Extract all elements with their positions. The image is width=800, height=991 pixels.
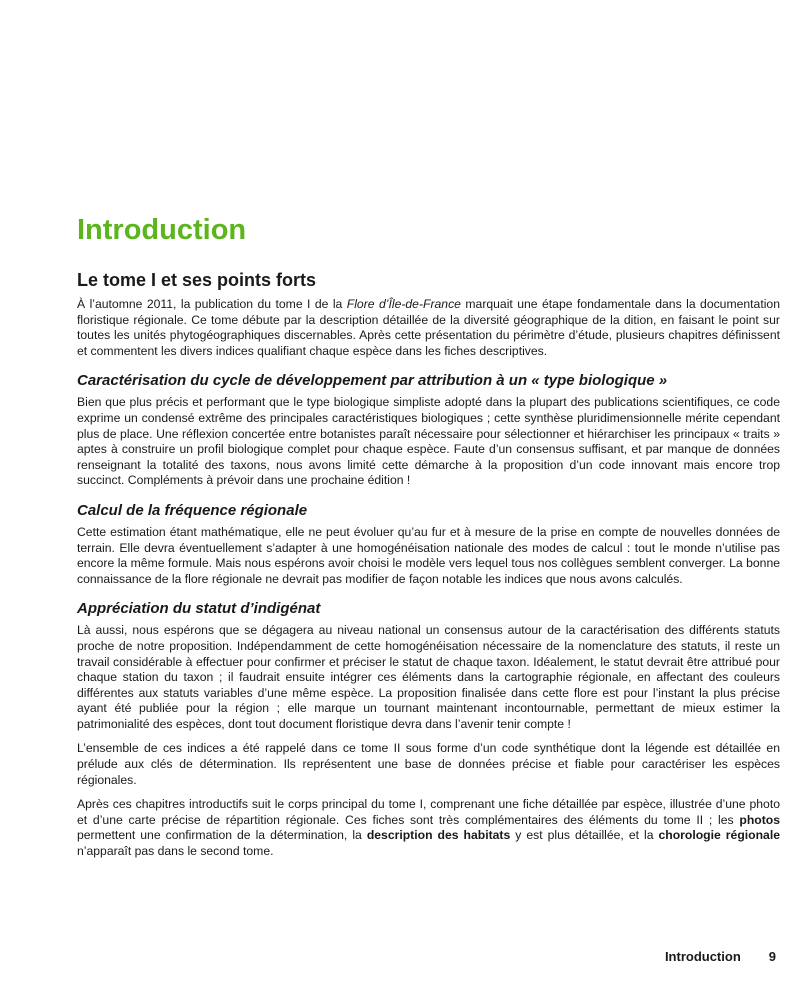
bold-chorologie: chorologie régionale	[658, 828, 780, 843]
paragraph-frequence: Cette estimation étant mathématique, elle ne peut évoluer qu’au fur et à mesure de la prise en compte de nouvelles données de terrain. Elle devra éventuellement s’adapter à une homogénéisation nationale des modes de calcul : tout le monde n’utilise pas encore la même formule. Mais nous espérons avoir choisi le modèle vers lequel tous nos collègues semblent converger. La bonne connaissance de la flore régionale ne devrait pas modifier de façon notable les indices que nous avons calculés.	[77, 524, 780, 586]
footer-section-label: Introduction	[664, 949, 741, 964]
page-footer	[665, 949, 776, 964]
page-number: 9	[768, 949, 776, 964]
final-text-4: n’apparaît pas dans le second tome.	[77, 844, 274, 859]
bold-photos: photos	[739, 812, 780, 827]
paragraph-final	[77, 797, 780, 859]
intro-text-end: marquait une étape fondamentale dans la documentation floristique régionale. Ce tome débute par la description détaillée de la diversité géographique de la dition, en faisant le point sur toutes les unités phytogéographiques discernables. Après cette présentation du périmètre d’étude, plusieurs chapitres définissent et commentent les divers indices qualifiant chaque espèce dans les fiches descriptives.	[77, 297, 780, 358]
bold-habitats: description des habitats	[366, 828, 511, 843]
intro-paragraph	[77, 297, 780, 359]
intro-text-start: À l’automne 2011, la publication du tome I de la	[77, 297, 347, 311]
final-text-2: permettent une confirmation de la détermination, la	[77, 828, 367, 843]
paragraph-indices: L’ensemble de ces indices a été rappelé dans ce tome II sous forme d’un code synthétique dont la légende est détaillée en prélude aux clés de détermination. Ils représentent une base de données précise et fiable pour caractériser les espèces régionales.	[77, 741, 780, 787]
book-title: Flore d’Île-de-France	[346, 297, 461, 311]
paragraph-indigenat: Là aussi, nous espérons que se dégagera au niveau national un consensus autour de la caractérisation des différents statuts proche de notre proposition. Indépendamment de cette homogénéisation nécessaire de la nomenclature des statuts, il reste un travail considérable à effectuer pour confirmer et préciser le statut de chaque taxon. Idéalement, le statut devrait être attribué pour chaque station du taxon ; il faudrait ensuite intégrer ces éléments dans la cartographie régionale, en affectant des couleurs différentes aux statuts variables d’une même espèce. La proposition finalisée dans cette flore est pour l’instant la plus précise ayant été publiée pour la région ; elle marque un tournant maintenant incontournable, permettant de mieux estimer la patrimonialité des espèces, dont tout document floristique devra dans l’avenir tenir compte !	[77, 623, 780, 731]
final-text-1: Après ces chapitres introductifs suit le corps principal du tome I, comprenant une fiche détaillée par espèce, illustrée d’une photo et d’une carte précise de répartition régionale. Ces fiches sont très complémentaires des éléments du tome II ; les	[77, 797, 780, 827]
page-title: Introduction	[77, 214, 247, 246]
subsection-heading-type-biologique: Caractérisation du cycle de développement par attribution à un « type biologique »	[77, 372, 668, 390]
final-text-3: y est plus détaillée, et la	[510, 828, 659, 843]
page-content	[77, 210, 780, 869]
paragraph-type-biologique: Bien que plus précis et performant que le type biologique simpliste adopté dans la plupart des publications scientifiques, ce code exprime un condensé extrême des principales caractéristiques biologiques ; cette synthèse pluridimensionnelle mérite cependant plus de place. Une réflexion concertée entre botanistes paraît nécessaire pour sélectionner et hiérarchiser les principaux « traits » aptes à construire un profil biologique complet pour chaque espèce. Faute d’un consensus suffisant, et par manque de données renseignant la totalité des taxons, nous avons limité cette démarche à la proposition d’un code innovant mais encore trop succinct. Compléments à prévoir dans une prochaine édition !	[77, 395, 780, 488]
subsection-heading-indigenat: Appréciation du statut d’indigénat	[77, 600, 321, 618]
subsection-heading-frequence: Calcul de la fréquence régionale	[77, 501, 308, 519]
section-heading: Le tome I et ses points forts	[77, 270, 317, 290]
